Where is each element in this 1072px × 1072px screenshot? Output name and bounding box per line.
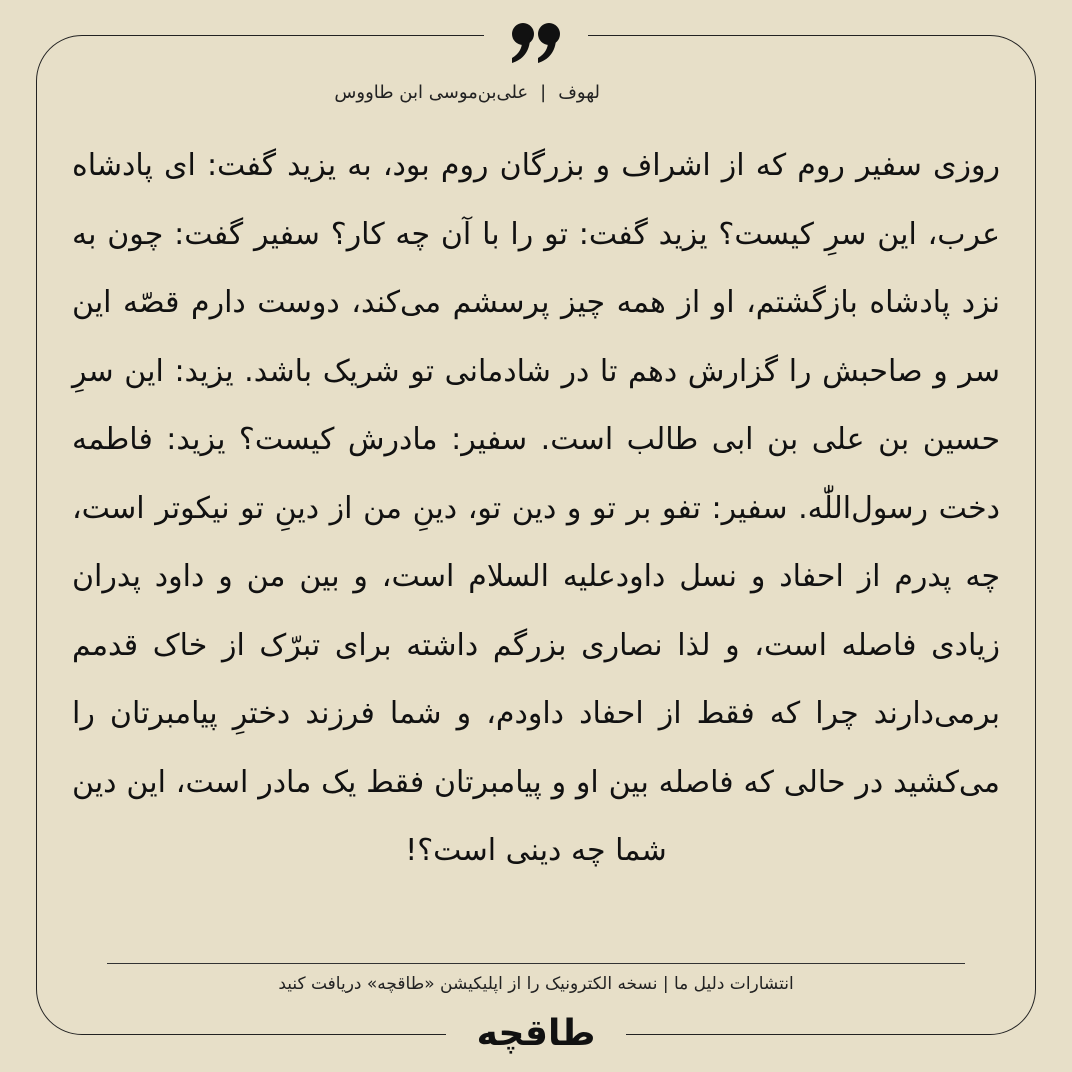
footer-divider — [107, 963, 965, 964]
closing-quotation-mark-icon — [508, 20, 564, 64]
brand-logo: طاقچه — [476, 1013, 596, 1054]
author-name: علی‌بن‌موسی ابن طاووس — [334, 82, 529, 103]
book-title: لهوف — [558, 82, 600, 103]
citation-separator: | — [540, 82, 547, 103]
quote-body: روزی سفیر روم که از اشراف و بزرگان روم بود، به یزید گفت: ای پادشاه عرب، این سرِ کیست؟ یزید گفت: تو را با آن چه کار؟ سفیر گفت: چون به نزد پادشاه بازگشتم، او از همه چیز پرسشم می‌کند، دوست دارم قصّه این سر و صاحبش را گزارش دهم تا در شادمانی تو شریک باشد. یزید: این سرِ حسین بن علی بن ابی طالب است. سفیر: مادرش کیست؟ یزید: فاطمه دخت رسول‌اللّٰه. سفیر: تفو بر تو و دین تو، دینِ من از دینِ تو نیکوتر است، چه پدرم از احفاد و نسل داودعلیه السلام است، و بین من و داود پدران زیادی فاصله است، و لذا نصاری بزرگم داشته برای تبرّک از خاک قدمم برمی‌دارند چرا که فقط از احفاد داودم، و شما فرزند دخترِ پیامبرتان را می‌کشید در حالی که فاصله بین او و پیامبرتان فقط یک مادر است، این دین شما چه دینی است؟! — [72, 148, 1000, 868]
footer-note: انتشارات دلیل ما | نسخه الکترونیک را از اپلیکیشن «طاقچه» دریافت کنید — [278, 974, 794, 994]
source-citation — [334, 82, 600, 103]
